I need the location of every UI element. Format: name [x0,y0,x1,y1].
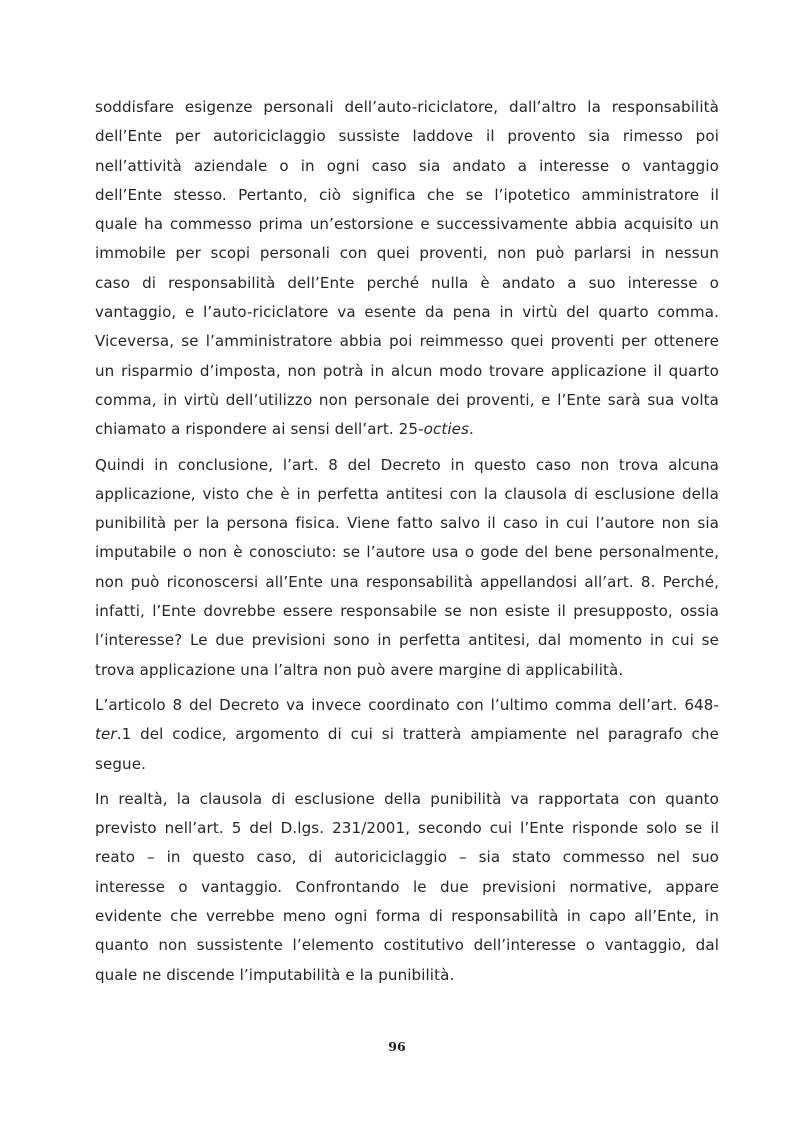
text-line: quale ha commesso prima un’estorsione e successivamente abbia acquisito un [95,215,719,234]
text-line: infatti, l’Ente dovrebbe essere responsabile se non esiste il presupposto, ossia [95,602,719,621]
text-line: applicazione, visto che è in perfetta antitesi con la clausola di esclusione della [95,484,719,503]
text-line: previsto nell’art. 5 del D.lgs. 231/2001, secondo cui l’Ente risponde solo se il [95,819,719,838]
paragraph-2 [95,451,719,685]
text-line: un risparmio d’imposta, non potrà in alcun modo trovare applicazione il quarto [95,361,719,380]
text-line: L’articolo 8 del Decreto va invece coordinato con l’ultimo comma dell’art. 648- [95,695,719,714]
text-run: . [469,420,474,439]
text-line: soddisfare esigenze personali dell’auto-riciclatore, dall’altro la responsabilità [95,98,719,116]
paragraph-3 [95,691,719,779]
paragraph-1 [95,93,719,445]
text-line: segue. [95,754,146,773]
text-line: Viceversa, se l’amministratore abbia poi reimmesso quei proventi per ottenere [95,332,719,351]
text-line: evidente che verrebbe meno ogni forma di responsabilità in capo all’Ente, in [95,907,719,926]
text-line: interesse o vantaggio. Confrontando le due previsioni normative, appare [95,877,719,896]
document-body [95,93,719,996]
text-line: dell’Ente per autoriciclaggio sussiste laddove il provento sia rimesso poi [95,127,719,146]
text-line: comma, in virtù dell’utilizzo non personale dei proventi, e l’Ente sarà sua volta [95,390,719,409]
text-line: dell’Ente stesso. Pertanto, ciò significa che se l’ipotetico amministratore il [95,185,719,204]
text-line [95,720,719,749]
text-line: In realtà, la clausola di esclusione della punibilità va rapportata con quanto [95,789,719,808]
text-line [95,415,719,444]
text-line: imputabile o non è conosciuto: se l’autore usa o gode del bene personalmente, [95,543,719,562]
text-line: caso di responsabilità dell’Ente perché nulla è andato a suo interesse o [95,273,719,292]
text-line: quanto non sussistente l’elemento costitutivo dell’interesse o vantaggio, dal [95,936,719,955]
text-line: quale ne discende l’imputabilità e la punibilità. [95,965,455,984]
italic-term: ter [95,725,117,744]
text-line: nell’attività aziendale o in ogni caso sia andato a interesse o vantaggio [95,156,719,175]
text-line: reato – in questo caso, di autoriciclaggio – sia stato commesso nel suo [95,848,719,867]
text-line: l’interesse? Le due previsioni sono in perfetta antitesi, dal momento in cui se [95,631,719,650]
text-line: immobile per scopi personali con quei proventi, non può parlarsi in nessun [95,244,719,263]
italic-term: octies [423,420,470,439]
page-number: 96 [388,1039,406,1054]
text-line: punibilità per la persona fisica. Viene fatto salvo il caso in cui l’autore non sia [95,514,719,533]
text-line: non può riconoscersi all’Ente una responsabilità appellandosi all’art. 8. Perché, [95,572,719,591]
text-line: vantaggio, e l’auto-riciclatore va esente da pena in virtù del quarto comma. [95,303,719,322]
text-run: .1 del codice, argomento di cui si tratterà ampiamente nel paragrafo che [116,725,719,744]
paragraph-4 [95,785,719,990]
text-run: chiamato a rispondere ai sensi dell’art. 25- [95,420,424,439]
text-line: Quindi in conclusione, l’art. 8 del Decreto in questo caso non trova alcuna [95,455,719,474]
text-line: trova applicazione una l’altra non può avere margine di applicabilità. [95,660,624,679]
